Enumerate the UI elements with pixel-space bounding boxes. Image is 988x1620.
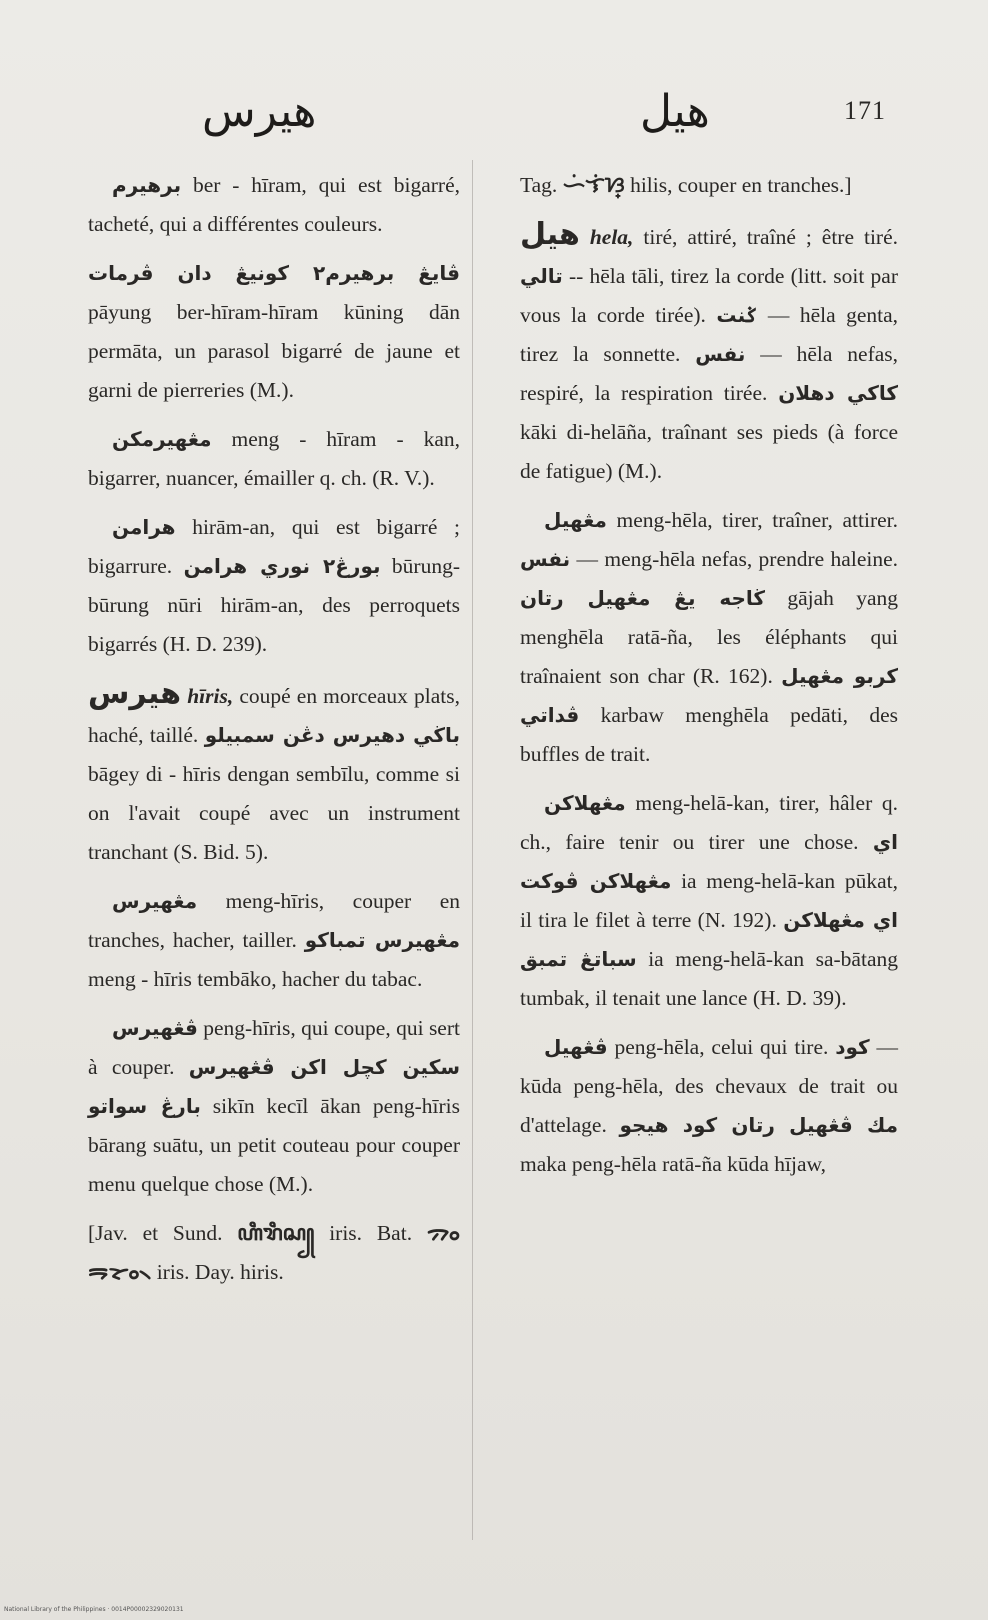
arabic-script: اي مڠهلاكن ڤوكت	[520, 830, 899, 893]
headword-latin: hela,	[589, 225, 634, 249]
entry-text: — kūda peng-hēla, des chevaux de trait ou d'attelage.	[520, 1035, 899, 1137]
arabic-script: نفس	[695, 342, 746, 366]
entry-text: — hēla genta, tirez la sonnette.	[520, 303, 899, 366]
arabic-script: ڤڠهيرس	[112, 1016, 198, 1040]
entry	[88, 1009, 460, 1204]
note-text: iris. Bat.	[329, 1221, 413, 1245]
arabic-script: سكين كچل اكن ڤڠهيرس بارڠ سواتو	[88, 1055, 460, 1118]
javanese-script: ꦲꦶꦫꦶꦱ꧀	[237, 1221, 315, 1246]
entry-text: sikīn kecīl ākan peng-hīris bārang suātu, un petit couteau pour couper menu quelque chose (M.).	[88, 1094, 460, 1196]
entry-text: pāyung ber-hīram-hīram kūning dān permāta, un parasol bigarré de jaune et garni de pierreries (M.).	[88, 300, 460, 402]
entry-text: — hēla nefas, respiré, la respiration tirée.	[520, 342, 899, 405]
entry-text: meng-helā-kan, tirer, hâler q. ch., faire tenir ou tirer une chose.	[520, 791, 898, 854]
entry-text: maka peng-hēla ratā-ña kūda hījaw,	[520, 1152, 827, 1176]
arabic-script: ڤايڠ برهيرم٢ كونيڠ دان ڤرمات	[88, 261, 460, 285]
arabic-script: مڠهيرس	[112, 889, 198, 913]
arabic-script: مك ڤڠهيل رتان كود هيجو	[619, 1113, 899, 1137]
entry-text: hirām-an, qui est bigarré ; bigarrure.	[88, 515, 461, 578]
page-number: 171	[844, 96, 886, 125]
etymology-note	[520, 166, 898, 205]
entry-text: meng - hīram - kan, bigarrer, nuancer, émailler q. ch. (R. V.).	[88, 427, 460, 490]
left-column	[88, 166, 460, 1302]
arabic-script: بورڠ٢ نوري هرامن	[183, 554, 381, 578]
arabic-script: كاكي دهلان	[778, 381, 899, 405]
entry	[88, 420, 460, 498]
tagalog-script: ᜑᜒᜎᜒᜐ᜔	[562, 173, 625, 198]
arabic-script: مڠهيرس تمباكو	[304, 928, 460, 952]
note-text: iris. Day. hiris.	[156, 1260, 284, 1284]
entry-headword	[520, 215, 898, 491]
entry-text: coupé en morceaux plats, haché, taillé.	[88, 684, 461, 747]
arabic-script: تالي	[520, 264, 563, 288]
headword-latin: hīris,	[187, 684, 234, 708]
entry	[88, 508, 460, 664]
arabic-script: ڤڠهيل	[544, 1035, 608, 1059]
arabic-script: باڬي دهيرس دڠن سمبيلو	[204, 723, 461, 747]
entry	[520, 501, 898, 774]
arabic-script: مڠهيل	[544, 508, 607, 532]
entry-text: meng - hīris tembāko, hacher du tabac.	[88, 967, 423, 991]
entry-text: kāki di-helāña, traînant ses pieds (à force de fatigue) (M.).	[520, 420, 898, 483]
entry	[88, 254, 460, 410]
arabic-script: مڠهلاكن	[544, 791, 626, 815]
entry-text: ia meng-helā-kan pūkat, il tira le filet à terre (N. 192).	[520, 869, 898, 932]
entry-text: ia meng-helā-kan sa-bātang tumbak, il tenait une lance (H. D. 39).	[520, 947, 898, 1010]
scan-footer: National Library of the Philippines · 0014P00002329020131	[4, 1606, 184, 1613]
note-text: [Jav. et Sund.	[88, 1221, 223, 1245]
entry-headword	[88, 674, 460, 872]
arabic-script: كود	[835, 1035, 870, 1059]
entry-text: karbaw menghēla pedāti, des buffles de trait.	[520, 703, 899, 766]
entry-text: gājah yang menghēla ratā-ña, les éléphants qui traînaient son char (R. 162).	[520, 586, 898, 688]
entry-text: — meng-hēla nefas, prendre haleine.	[576, 547, 899, 571]
entry	[520, 1028, 898, 1184]
etymology-note	[88, 1214, 460, 1292]
arabic-script: نفس	[520, 547, 571, 571]
entry-text: peng-hīris, qui coupe, qui sert à couper.	[88, 1016, 460, 1079]
note-text: hilis, couper en tranches.]	[630, 173, 852, 197]
running-head-left: هيرس	[202, 86, 317, 137]
arabic-script: ڬاجه يڠ مڠهيل رتان	[520, 586, 766, 610]
entry-text: -- hēla tāli, tirez la corde (litt. soit par vous la corde tirée).	[520, 264, 899, 327]
entry-text: meng-hīris, couper en tranches, hacher, tailler.	[88, 889, 461, 952]
entry-text: būrung-būrung nūri hirām-an, des perroquets bigarrés (H. D. 239).	[88, 554, 460, 656]
entry-text: ber - hīram, qui est bigarré, tacheté, qui a différentes couleurs.	[88, 173, 460, 236]
entry-text: bāgey di - hīris dengan sembīlu, comme si on l'avait coupé avec un instrument tranchant (S. Bid. 5).	[88, 762, 460, 864]
headword-arabic: هيل	[520, 217, 580, 252]
entry	[88, 882, 460, 999]
entry-text: tiré, attiré, traîné ; être tiré.	[643, 225, 899, 249]
entry-text: peng-hēla, celui qui tire.	[614, 1035, 829, 1059]
arabic-script: ݢنت	[716, 303, 758, 327]
column-divider	[472, 160, 473, 1540]
entry	[88, 166, 460, 244]
arabic-script: كربو مڠهيل ڤداتي	[520, 664, 898, 727]
arabic-script: اي مڠهلاكن سباتڠ تمبق	[520, 908, 899, 971]
right-column	[520, 166, 898, 1194]
arabic-script: برهيرم	[112, 173, 182, 197]
entry	[520, 784, 898, 1018]
running-head-right: هيل	[640, 86, 710, 137]
headword-arabic: هيرس	[88, 676, 182, 711]
batak-script: ᯄᯪᯒᯪᯘ᯲	[88, 1221, 460, 1285]
entry-text: meng-hēla, tirer, traîner, attirer.	[616, 508, 899, 532]
arabic-script: هرامن	[112, 515, 176, 539]
arabic-script: مڠهيرمكن	[112, 427, 212, 451]
note-text: Tag.	[520, 173, 558, 197]
